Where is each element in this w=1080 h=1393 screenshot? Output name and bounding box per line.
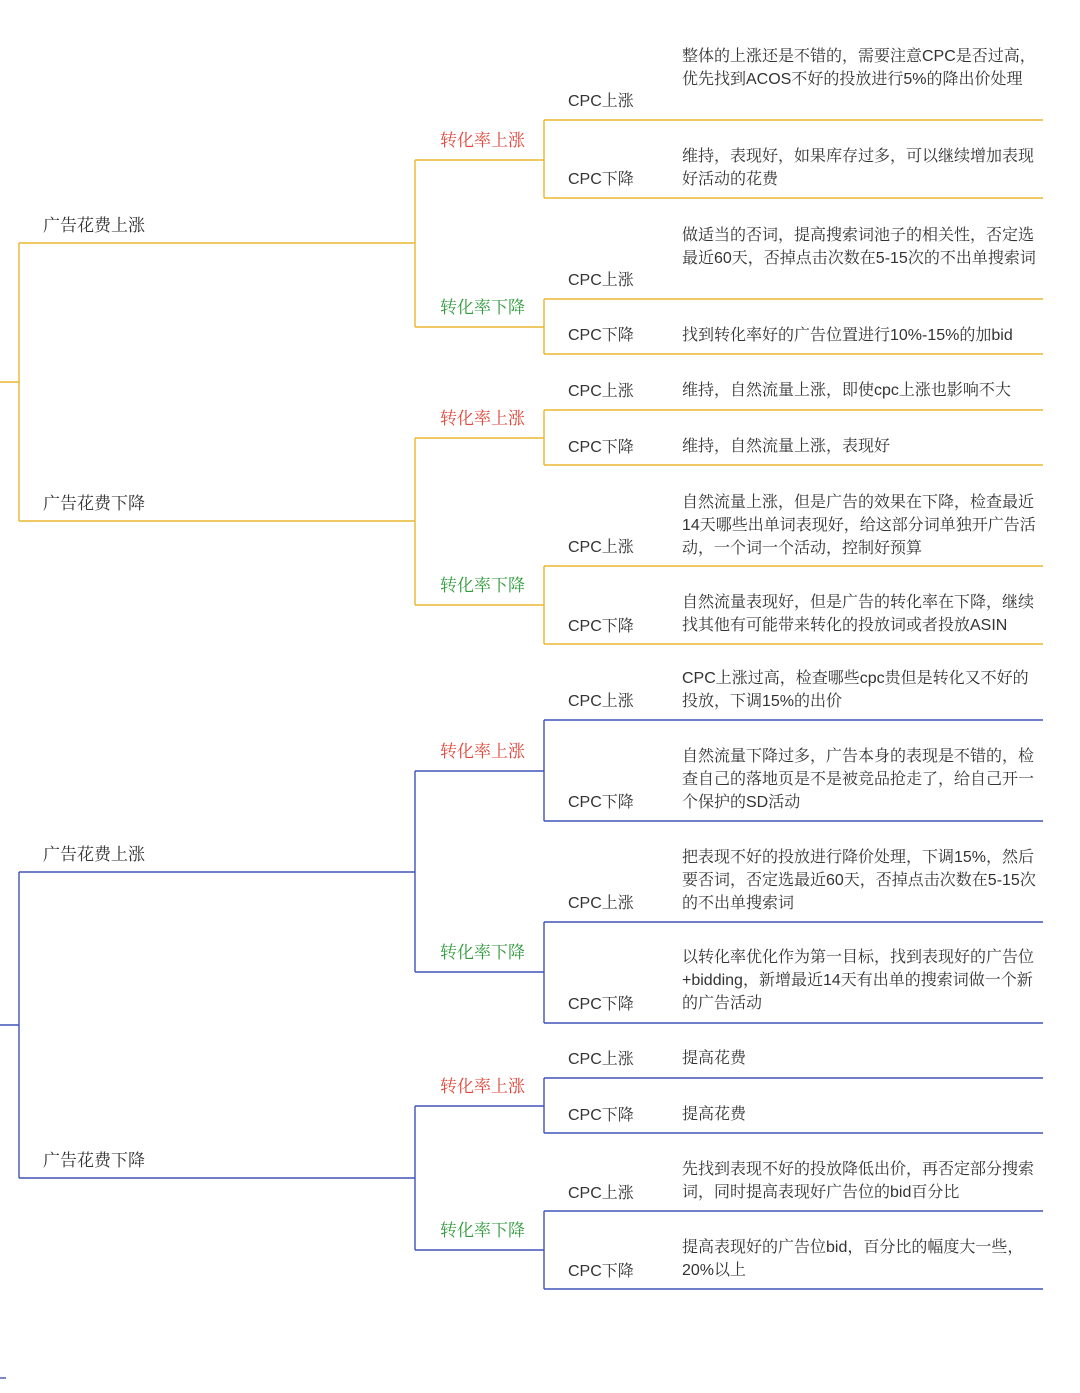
cpc-leaf-label: CPC上涨 — [568, 93, 634, 110]
strategy-text: 自然流量表现好，但是广告的转化率在下降，继续找其他有可能带来转化的投放词或者投放ASIN — [682, 594, 1035, 634]
conv-branch-label: 转化率上涨 — [440, 1077, 525, 1096]
cpc-leaf-label: CPC下降 — [568, 1107, 634, 1124]
cpc-leaf-label: CPC上涨 — [568, 1185, 634, 1202]
cpc-leaf-label: CPC上涨 — [568, 895, 634, 912]
conv-branch-label: 转化率上涨 — [440, 742, 525, 761]
cpc-leaf-label: CPC下降 — [568, 794, 634, 811]
cpc-leaf-label: CPC下降 — [568, 996, 634, 1013]
cpc-leaf-label: CPC上涨 — [568, 383, 634, 400]
strategy-text: 维持，自然流量上涨，表现好 — [682, 438, 891, 455]
spend-branch-label: 广告花费下降 — [43, 1151, 145, 1170]
conv-branch-label: 转化率下降 — [440, 576, 525, 595]
strategy-text: 以转化率优化作为第一目标，找到表现好的广告位+bidding，新增最近14天有出单的搜索词做一个新的广告活动 — [682, 949, 1035, 1012]
strategy-text: 自然流量下降过多，广告本身的表现是不错的，检查自己的落地页是不是被竞品抢走了，给自己开一个保护的SD活动 — [682, 748, 1035, 811]
cpc-leaf-label: CPC上涨 — [568, 1051, 634, 1068]
cpc-leaf-label: CPC下降 — [568, 1263, 634, 1280]
spend-branch-label: 广告花费上涨 — [43, 216, 145, 235]
strategy-text: 提高花费 — [682, 1050, 747, 1067]
cpc-leaf-label: CPC下降 — [568, 439, 634, 456]
strategy-text: 整体的上涨还是不错的，需要注意CPC是否过高，优先找到ACOS不好的投放进行5%的降出价处理 — [682, 48, 1036, 88]
cpc-leaf-label: CPC下降 — [568, 618, 634, 635]
strategy-text: 做适当的否词，提高搜索词池子的相关性，否定选最近60天，否掉点击次数在5-15次的不出单搜索词 — [682, 227, 1036, 267]
strategy-text: 找到转化率好的广告位置进行10%-15%的加bid — [682, 327, 1013, 344]
conv-branch-label: 转化率下降 — [440, 943, 525, 962]
spend-branch-label: 广告花费上涨 — [43, 845, 145, 864]
cpc-leaf-label: CPC上涨 — [568, 539, 634, 556]
cpc-leaf-label: CPC上涨 — [568, 693, 634, 710]
strategy-text: 维持，表现好，如果库存过多，可以继续增加表现好活动的花费 — [682, 148, 1035, 188]
strategy-text: 先找到表现不好的投放降低出价，再否定部分搜索词，同时提高表现好广告位的bid百分比 — [682, 1161, 1035, 1201]
strategy-text: 自然流量上涨，但是广告的效果在下降，检查最近14天哪些出单词表现好，给这部分词单独开广告活动，一个词一个活动，控制好预算 — [682, 494, 1036, 557]
cpc-leaf-label: CPC下降 — [568, 171, 634, 188]
strategy-text: 提高表现好的广告位bid，百分比的幅度大一些，20%以上 — [682, 1239, 1024, 1279]
strategy-text: 把表现不好的投放进行降价处理，下调15%，然后要否词，否定选最近60天，否掉点击次数在5-15次的不出单搜索词 — [682, 849, 1036, 912]
cpc-leaf-label: CPC下降 — [568, 327, 634, 344]
strategy-text: 维持，自然流量上涨，即使cpc上涨也影响不大 — [682, 382, 1011, 399]
conv-branch-label: 转化率下降 — [440, 298, 525, 317]
spend-branch-label: 广告花费下降 — [43, 494, 145, 513]
conv-branch-label: 转化率上涨 — [440, 409, 525, 428]
strategy-text: 提高花费 — [682, 1106, 747, 1123]
conv-branch-label: 转化率下降 — [440, 1221, 525, 1240]
cpc-leaf-label: CPC上涨 — [568, 272, 634, 289]
conv-branch-label: 转化率上涨 — [440, 131, 525, 150]
strategy-text: CPC上涨过高，检查哪些cpc贵但是转化又不好的投放，下调15%的出价 — [682, 670, 1029, 710]
